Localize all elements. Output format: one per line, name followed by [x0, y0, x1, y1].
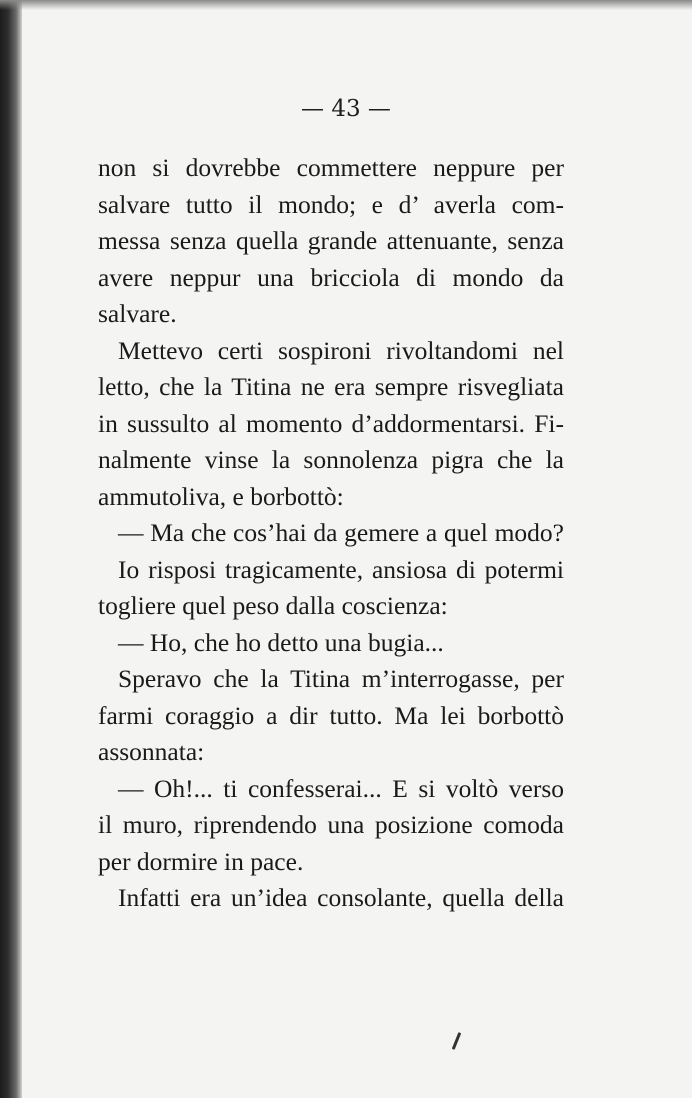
text-line: assonnata:: [98, 737, 205, 766]
text-line: in sussulto al momento d’addormentarsi. Fi-: [98, 408, 564, 438]
text-line: il muro, riprendendo una posizione comoda: [98, 810, 564, 839]
ink-mark: [452, 1032, 462, 1050]
text-line: salvare.: [98, 299, 177, 328]
page-number: — 43 —: [301, 96, 391, 122]
text-line: nalmente vinse la sonnolenza pigra che la: [98, 445, 564, 474]
text-line: avere neppur una bricciola di mondo da: [98, 262, 564, 292]
text-line: Mettevo certi sospironi rivoltandomi nel: [118, 335, 564, 365]
text-line: non si dovrebbe commettere neppure per: [98, 153, 564, 182]
text-line: Speravo che la Titina m’interrogasse, per: [118, 664, 564, 693]
text-line: letto, che la Titina ne era sempre risvegliata: [98, 372, 564, 401]
text-line: salvare tutto il mondo; e d’ averla com-: [98, 189, 564, 219]
text-line: — Oh!... ti confesserai... E si voltò verso: [118, 773, 564, 803]
text-line: Infatti era un’idea consolante, quella della: [118, 883, 564, 912]
text-line: ammutoliva, e borbottò:: [98, 481, 344, 511]
text-line: messa senza quella grande attenuante, senza: [98, 226, 564, 255]
text-line: per dormire in pace.: [98, 846, 304, 876]
text-line: Io risposi tragicamente, ansiosa di potermi: [118, 554, 564, 584]
text-line: togliere quel peso dalla coscienza:: [98, 591, 448, 620]
binding-edge: [0, 0, 22, 1098]
text-line: — Ho, che ho detto una bugia...: [118, 627, 444, 657]
text-line: farmi coraggio a dir tutto. Ma lei borbottò: [98, 700, 564, 730]
body-text: [98, 150, 564, 917]
text-line: — Ma che cos’hai da gemere a quel modo?: [118, 518, 564, 547]
top-shadow: [0, 0, 692, 10]
